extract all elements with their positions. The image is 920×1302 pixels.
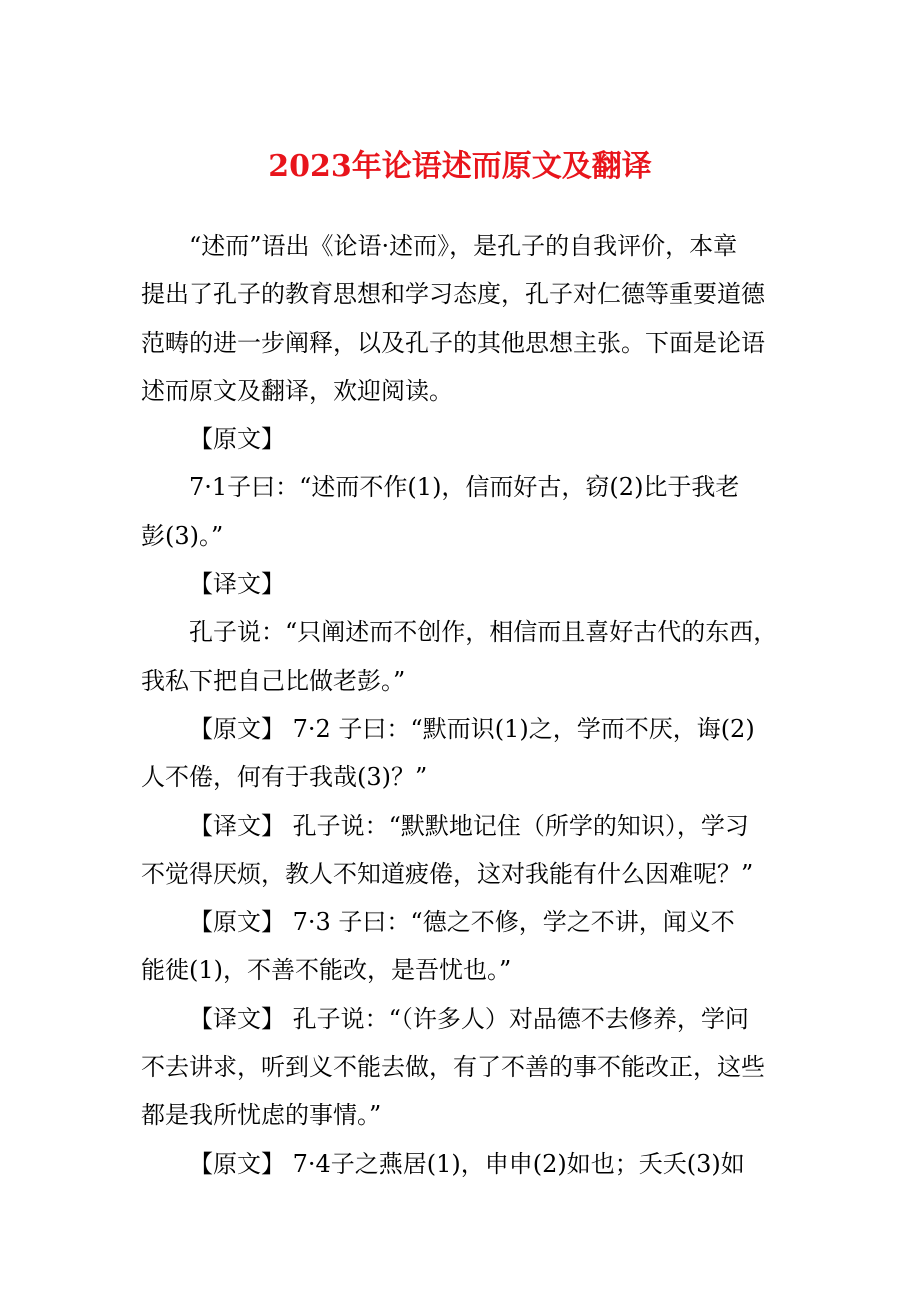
text-line: 述而原文及翻译，欢迎阅读。 xyxy=(141,376,453,405)
text-line: 孔子说：“只阐述而不创作，相信而且喜好古代的东西， xyxy=(189,618,778,647)
text-line: 我私下把自己比做老彭。” xyxy=(141,666,406,695)
intro-paragraph xyxy=(141,222,783,415)
text-line: 不觉得厌烦，教人不知道疲倦，这对我能有什么因难呢？” xyxy=(141,859,754,888)
text-line: 【原文】 7·2 子曰：“默而识(1)之，学而不厌，诲(2) xyxy=(189,714,755,743)
text-line: 彭(3)。” xyxy=(141,521,224,550)
original-text-paragraph xyxy=(141,705,783,802)
document-title: 2023年论语述而原文及翻译 xyxy=(268,149,652,184)
section-label-translation xyxy=(141,560,783,608)
text-line: 【原文】 7·4子之燕居(1)，申申(2)如也；夭夭(3)如 xyxy=(189,1149,745,1178)
text-line: 提出了孔子的教育思想和学习态度，孔子对仁德等重要道德 xyxy=(141,280,765,309)
text-line: 【译文】 孔子说：“（许多人）对品德不去修养，学问 xyxy=(189,1004,749,1033)
section-label-original xyxy=(141,415,783,463)
translation-paragraph xyxy=(141,995,783,1140)
text-line: “述而”语出《论语·述而》，是孔子的自我评价，本章 xyxy=(189,232,738,260)
document-body xyxy=(141,222,783,1188)
text-line: 能徙(1)，不善不能改，是吾忧也。” xyxy=(141,956,512,985)
text-line: 人不倦，何有于我哉(3)？” xyxy=(141,763,428,792)
text-line: 7·1子曰：“述而不作(1)，信而好古，窃(2)比于我老 xyxy=(189,473,740,502)
original-text-paragraph xyxy=(141,898,783,995)
text-line: 【原文】 xyxy=(189,425,285,454)
text-line: 【原文】 7·3 子曰：“德之不修，学之不讲，闻义不 xyxy=(189,908,735,937)
original-text-paragraph xyxy=(141,1140,783,1188)
text-line: 都是我所忧虑的事情。” xyxy=(141,1101,382,1130)
translation-paragraph xyxy=(141,802,783,899)
original-text-paragraph xyxy=(141,463,783,560)
text-line: 不去讲求，听到义不能去做，有了不善的事不能改正，这些 xyxy=(141,1053,765,1082)
text-line: 范畴的进一步阐释，以及孔子的其他思想主张。下面是论语 xyxy=(141,328,765,357)
text-line: 【译文】 xyxy=(189,570,285,599)
translation-paragraph xyxy=(141,608,783,705)
text-line: 【译文】 孔子说：“默默地记住（所学的知识），学习 xyxy=(189,811,749,840)
